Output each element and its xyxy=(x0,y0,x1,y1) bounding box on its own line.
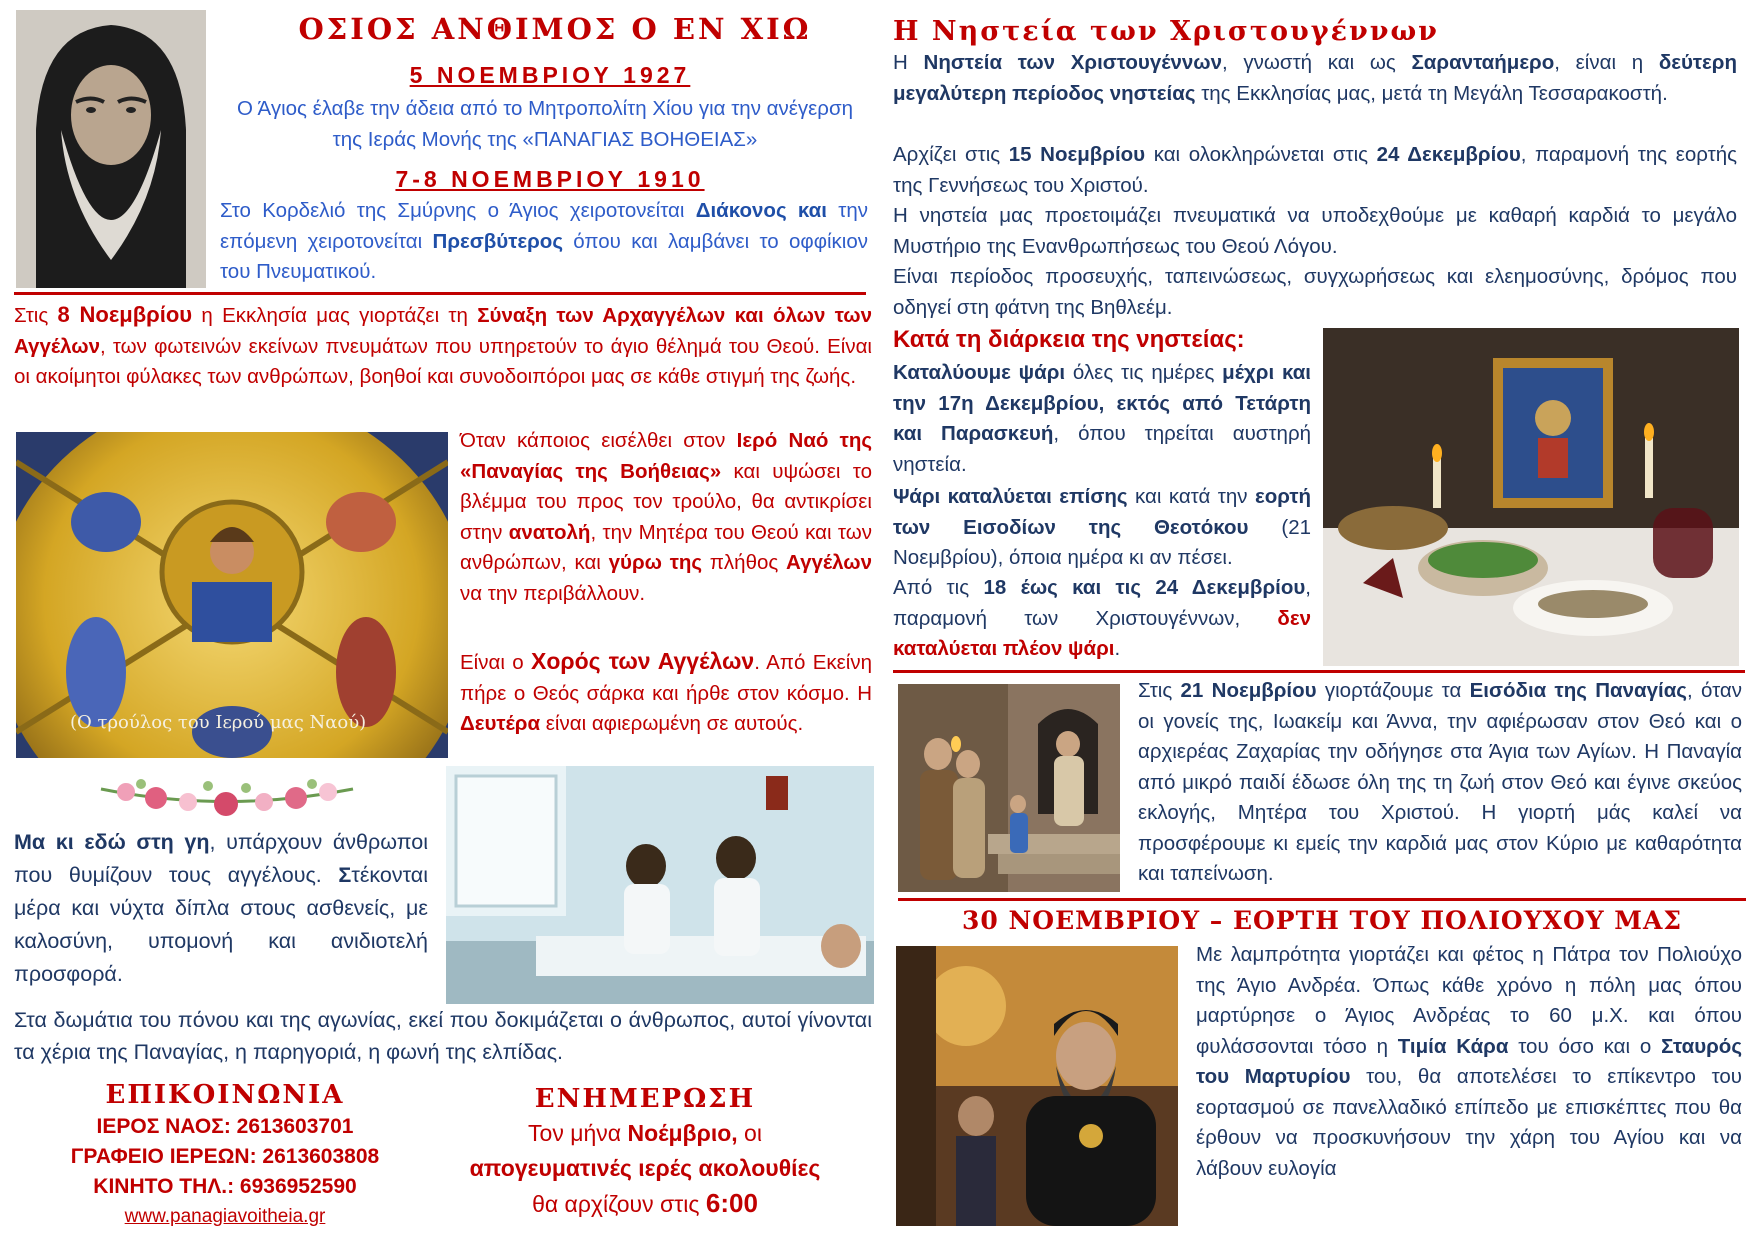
contact-title: ΕΠΙΚΟΙΝΩΝΙΑ xyxy=(105,1080,345,1110)
divider-right-2 xyxy=(898,898,1746,901)
during-title: Κατά τη διάρκεια της νηστείας: xyxy=(893,326,1245,353)
dome-caption: (Ο τρούλος του Ιερού μας Ναού) xyxy=(70,712,367,733)
divider-left-1 xyxy=(14,292,866,295)
flower-garland xyxy=(96,764,358,824)
metropolitan-image xyxy=(896,946,1178,1226)
divider-right-1 xyxy=(893,670,1745,673)
info-title: ΕΝΗΜΕΡΩΣΗ xyxy=(534,1084,756,1114)
during-para-1: Καταλύουμε ψάρι όλες τις ημέρες μέχρι και την 17η Δεκεμβρίου, εκτός από Τετάρτη και Παρασκευή, όπου τηρείται αυστηρή νηστεία. xyxy=(893,361,1312,476)
contact-office: ΓΡΑΦΕΙΟ ΙΕΡΕΩΝ: 2613603808 xyxy=(70,1145,380,1168)
patron-title: 30 ΝΟΕΜΒΡΙΟΥ – ΕΟΡΤΗ ΤΟΥ ΠΟΛΙΟΥΧΟΥ ΜΑΣ xyxy=(961,906,1683,935)
fast-para-2: Αρχίζει στις 15 Νοεμβρίου και ολοκληρώνεται στις 24 Δεκεμβρίου, παραμονή της εορτής της Γεννήσεως του Χριστού. xyxy=(893,143,1737,197)
during-para-2: Ψάρι καταλύεται επίσης και κατά την εορτή των Εισοδίων της Θεοτόκου (21 Νοεμβρίου), όποια ημέρα κι αν πέσει. xyxy=(893,485,1312,569)
angels-synaxis-text: Στις 8 Νοεμβρίου η Εκκλησία μας γιορτάζει τη Σύναξη των Αρχαγγέλων και όλων των Αγγέλων, των φωτεινών εκείνων πνευμάτων που υπηρετούν το άγιο θέλημά του Θεού. Είναι οι ακοίμητοι φύλακες των ανθρώπων, βοηθοί και συνοδοιπόροι μας σε κάθε στιγμή της ζωής. xyxy=(14,302,872,388)
eisodia-image xyxy=(898,684,1120,892)
patron-text: Με λαμπρότητα γιορτάζει και φέτος η Πάτρα τον Πολιούχο της Άγιο Ανδρέα. Όπως κάθε χρόνο η πόλη μας όπου μαρτύρησε ο Άγιος Ανδρέας το 60 μ.Χ. και όπου φυλάσσονται τόσο η Τιμία Κάρα του όσο και ο Σταυρός του Μαρτυρίου του, θα αποτελέσει το επίκεντρο του εορτασμού σε πανελλαδικό επίπεδο με επισκέπτες που θα έρθουν να προσκυνήσουν την χάρη του Αγίου και να λάβουν ευλογία xyxy=(1196,943,1743,1180)
contact-lines xyxy=(60,1112,390,1232)
date-1910-text: Στο Κορδελιό της Σμύρνης ο Άγιος χειροτονείται Διάκονος και την επόμενη χειροτονείται Πρεσβύτερος όπου και λαμβάνει το οφφίκιον του Πνευματικού. xyxy=(220,199,868,283)
info-text: Τον μήνα Νοέμβριο, οι απογευματινές ιερές ακολουθίες θα αρχίζουν στις 6:00 xyxy=(469,1120,821,1218)
fast-para-1: Η Νηστεία των Χριστουγέννων, γνωστή και ως Σαρανταήμερο, είναι η δεύτερη μεγαλύτερη περίοδος νηστείας της Εκκλησίας μας, μετά τη Μεγάλη Τεσσαρακοστή. xyxy=(893,51,1737,105)
contact-naos: ΙΕΡΟΣ ΝΑΟΣ: 2613603701 xyxy=(96,1115,354,1138)
pain-text: Στα δωμάτια του πόνου και της αγωνίας, εκεί που δοκιμάζεται ο άνθρωπος, αυτοί γίνονται τα χέρια της Παναγίας, η παρηγοριά, η φωνή της ελπίδας. xyxy=(14,1008,872,1064)
date-1910: 7-8 ΝΟΕΜΒΡΙΟΥ 1910 xyxy=(395,166,705,192)
earth-angels-text: Μα κι εδώ στη γη, υπάρχουν άνθρωποι που θυμίζουν τους αγγέλους. Στέκονται μέρα και νύχτα δίπλα στους ασθενείς, με καλοσύνη, υπομονή και ανιδιοτελή προσφορά. xyxy=(14,830,428,986)
anthimos-title: ΟΣΙΟΣ ΑΝΘΙΜΟΣ Ο ΕΝ ΧΙΩ xyxy=(298,12,812,46)
nurses-hospital-image xyxy=(446,766,874,1004)
fasting-table-image xyxy=(1323,328,1739,666)
fast-title: Η Νηστεία των Χριστουγέννων xyxy=(893,16,1439,47)
naos-text: Όταν κάποιος εισέλθει στον Ιερό Ναό της «Παναγίας της Βοήθειας» και υψώσει το βλέμμα του προς τον τρούλο, θα αντικρίσει στην ανατολή, την Μητέρα του Θεού και των ανθρώπων, και γύρω της πλήθος Αγγέλων να την περιβάλλουν. xyxy=(460,429,873,605)
during-para-3: Από τις 18 έως και τις 24 Δεκεμβρίου, παραμονή των Χριστουγέννων, δεν καταλύεται πλέον ψάρι. xyxy=(893,576,1311,660)
date-1927: 5 ΝΟΕΜΒΡΙΟΥ 1927 xyxy=(409,62,691,88)
eisodia-text: Στις 21 Νοεμβρίου γιορτάζουμε τα Εισόδια της Παναγίας, όταν οι γονείς της, Ιωακείμ και Άννα, την αφιέρωσαν στον Θεό και ο αρχιερέας Ζαχαρίας την οδήγησε στα Άγια των Αγίων. Η Παναγία από μικρό παιδί έδωσε όλη της τη ζωή στον Θεό και έγινε σκεύος εκλογής, Μητέρα του Χριστού. Η γιορτή μάς καλεί να προσφέρουμε κι εμείς την καρδιά μας στον Κύριο με καθαρότητα και ταπείνωση. xyxy=(1138,679,1742,885)
choros-text: Είναι ο Χορός των Αγγέλων. Από Εκείνη πήρε ο Θεός σάρκα και ήρθε στον κόσμο. Η Δευτέρα είναι αφιερωμένη σε αυτούς. xyxy=(460,648,872,735)
fast-para-4: Είναι περίοδος προσευχής, ταπεινώσεως, συγχωρήσεως και ελεημοσύνης, δρόμος που οδηγεί στη φάτνη της Βηθλεέμ. xyxy=(893,265,1737,319)
date-1927-text: Ο Άγιος έλαβε την άδεια από το Μητροπολίτη Χίου για την ανέγερση της Ιεράς Μονής της «ΠΑΝΑΓΙΑΣ ΒΟΗΘΕΙΑΣ» xyxy=(237,97,853,151)
saint-anthimos-portrait xyxy=(16,10,206,288)
website-link[interactable]: www.panagiavoitheia.gr xyxy=(124,1206,326,1227)
fast-para-3: Η νηστεία μας προετοιμάζει πνευματικά να υποδεχθούμε με καθαρή καρδιά το μεγάλο Μυστήριο της Ενανθρωπήσεως του Θεού Λόγου. xyxy=(893,204,1737,258)
contact-mobile: ΚΙΝΗΤΟ ΤΗΛ.: 6936952590 xyxy=(93,1175,357,1198)
dome-image xyxy=(16,432,448,758)
